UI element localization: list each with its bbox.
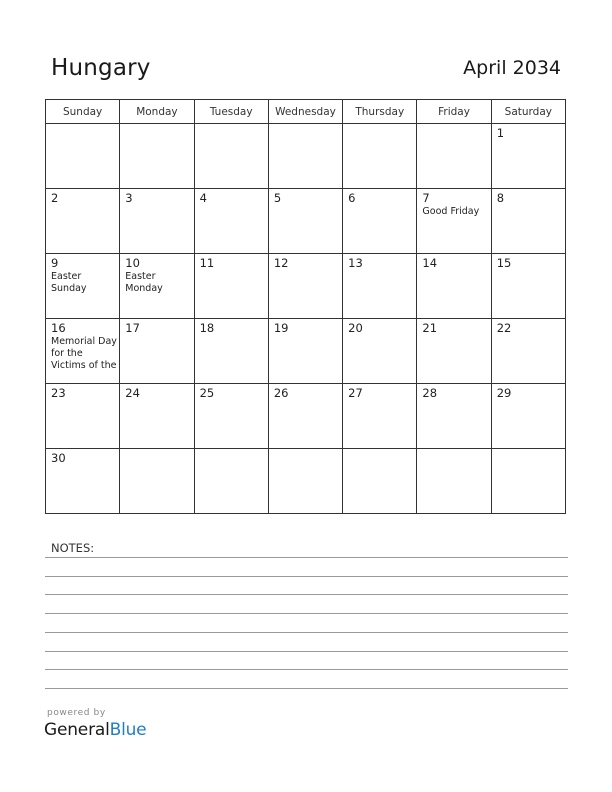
weekday-header: Sunday [46,100,120,124]
day-cell[interactable] [343,384,417,449]
day-number: 2 [51,191,59,205]
day-cell[interactable] [491,319,565,384]
day-number: 25 [199,386,215,400]
holiday-label: Good Friday [422,206,480,217]
day-cell[interactable] [120,124,194,189]
day-number: 28 [422,386,438,400]
week-row [46,449,566,514]
notes-line [45,651,568,652]
day-cell[interactable] [417,254,491,319]
day-cell[interactable] [120,319,194,384]
day-cell[interactable] [46,449,120,514]
day-cell[interactable] [268,189,342,254]
day-cell[interactable] [46,319,120,384]
week-row [46,254,566,319]
day-cell[interactable] [417,124,491,189]
day-cell[interactable] [343,254,417,319]
day-cell[interactable] [120,449,194,514]
day-cell[interactable] [343,319,417,384]
day-cell[interactable] [343,449,417,514]
day-number: 13 [348,256,363,270]
day-number: 22 [496,321,512,335]
week-row [46,189,566,254]
day-cell[interactable] [120,189,194,254]
week-row [46,124,566,189]
day-number: 8 [496,191,505,205]
week-row [46,319,566,384]
notes-line [45,688,568,689]
day-number: 10 [125,256,140,270]
notes-line [45,594,568,595]
day-number: 19 [273,321,289,335]
notes-line [45,557,568,558]
week-row [46,384,566,449]
day-number: 30 [51,451,66,465]
day-cell[interactable] [46,189,120,254]
day-number: 16 [51,321,66,335]
day-number: 3 [125,191,133,205]
brand-general-text: General [44,720,110,740]
day-cell[interactable] [120,254,194,319]
brand-blue-text: Blue [109,720,147,740]
notes-line [45,669,568,670]
calendar-body [46,124,566,514]
day-number: 14 [422,256,438,270]
day-cell[interactable] [46,384,120,449]
day-cell[interactable] [491,449,565,514]
notes-line [45,632,568,633]
day-cell[interactable] [194,124,268,189]
day-number: 24 [125,386,140,400]
day-number: 21 [422,321,438,335]
powered-by-text: powered by [47,708,106,718]
day-cell[interactable] [268,254,342,319]
holiday-label: Memorial Day for the Victims of the [51,336,117,371]
day-number: 23 [51,386,66,400]
day-cell[interactable] [417,384,491,449]
day-cell[interactable] [491,384,565,449]
weekday-header: Tuesday [194,100,268,124]
notes-line [45,613,568,614]
day-cell[interactable] [194,254,268,319]
day-cell[interactable] [194,449,268,514]
day-cell[interactable] [417,449,491,514]
day-cell[interactable] [46,254,120,319]
page-title-month: April 2034 [463,57,561,79]
weekday-header: Monday [120,100,194,124]
weekday-header: Wednesday [268,100,342,124]
day-cell[interactable] [491,189,565,254]
day-number: 6 [348,191,356,205]
day-cell[interactable] [417,319,491,384]
holiday-label: Easter Sunday [51,271,87,294]
weekday-header: Thursday [343,100,417,124]
notes-line [45,576,568,577]
day-number: 17 [125,321,140,335]
day-cell[interactable] [343,124,417,189]
day-cell[interactable] [268,319,342,384]
day-number: 20 [348,321,363,335]
day-cell[interactable] [194,384,268,449]
day-number: 12 [273,256,289,270]
day-cell[interactable] [46,124,120,189]
day-cell[interactable] [491,254,565,319]
day-number: 5 [273,191,282,205]
weekday-header: Friday [417,100,491,124]
day-number: 29 [496,386,512,400]
generalblue-logo[interactable] [44,720,146,740]
day-cell[interactable] [194,319,268,384]
day-cell[interactable] [268,449,342,514]
notes-label: NOTES: [51,541,95,555]
day-number: 9 [51,256,59,270]
day-number: 27 [348,386,363,400]
day-number: 4 [199,191,207,205]
day-number: 18 [199,321,215,335]
day-number: 7 [422,191,430,205]
day-cell[interactable] [417,189,491,254]
calendar-grid [45,99,566,514]
day-number: 15 [496,256,512,270]
day-cell[interactable] [120,384,194,449]
day-number: 1 [496,126,505,140]
weekday-header: Saturday [491,100,565,124]
day-number: 26 [273,386,289,400]
holiday-label: Easter Monday [125,271,163,294]
page-title-country: Hungary [51,55,151,81]
day-number: 11 [199,256,215,270]
weekday-header-row [46,100,566,124]
day-cell[interactable] [491,124,565,189]
day-cell[interactable] [343,189,417,254]
day-cell[interactable] [268,384,342,449]
day-cell[interactable] [268,124,342,189]
day-cell[interactable] [194,189,268,254]
